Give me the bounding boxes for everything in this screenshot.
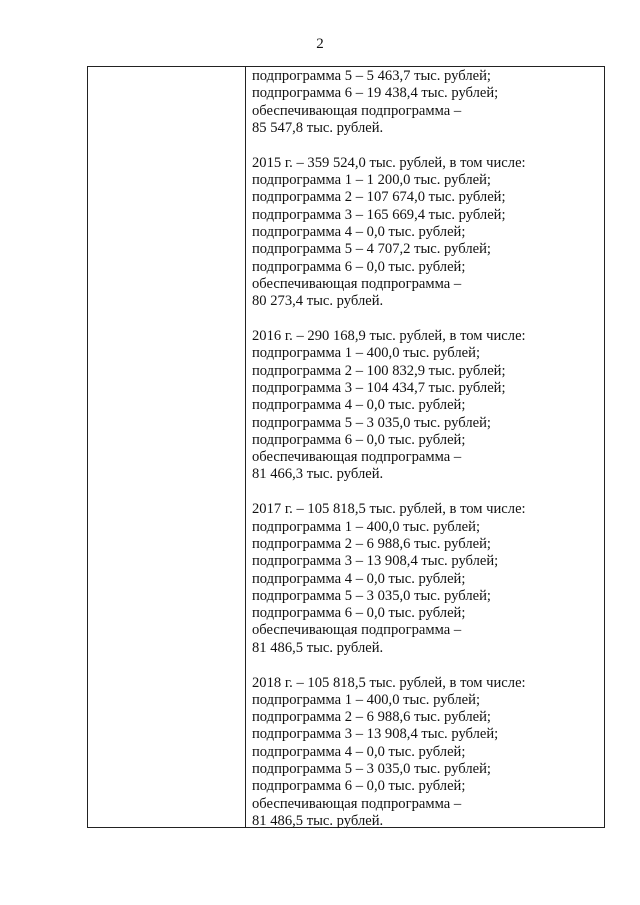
page-number: 2 — [316, 36, 324, 52]
funding-line: обеспечивающая подпрограмма – — [252, 449, 462, 466]
funding-block-year — [252, 328, 600, 484]
funding-line: подпрограмма 2 – 100 832,9 тыс. рублей; — [252, 362, 506, 379]
funding-line: 80 273,4 тыс. рублей. — [252, 293, 384, 310]
funding-details-cell — [252, 68, 600, 830]
funding-line: обеспечивающая подпрограмма – — [252, 102, 462, 119]
funding-line: подпрограмма 6 – 19 438,4 тыс. рублей; — [252, 85, 499, 102]
funding-line: 81 466,3 тыс. рублей. — [252, 466, 384, 483]
funding-block-year — [252, 675, 600, 831]
funding-line: подпрограмма 3 – 104 434,7 тыс. рублей; — [252, 379, 506, 396]
funding-line: подпрограмма 6 – 0,0 тыс. рублей; — [252, 431, 466, 448]
funding-line: подпрограмма 1 – 1 200,0 тыс. рублей; — [252, 172, 491, 189]
funding-line: подпрограмма 2 – 6 988,6 тыс. рублей; — [252, 535, 491, 552]
funding-line: подпрограмма 3 – 13 908,4 тыс. рублей; — [252, 726, 499, 743]
funding-line: подпрограмма 5 – 3 035,0 тыс. рублей; — [252, 587, 491, 604]
funding-line: подпрограмма 3 – 13 908,4 тыс. рублей; — [252, 553, 499, 570]
funding-line: подпрограмма 3 – 165 669,4 тыс. рублей; — [252, 206, 506, 223]
funding-line: подпрограмма 1 – 400,0 тыс. рублей; — [252, 691, 480, 708]
funding-line: подпрограмма 1 – 400,0 тыс. рублей; — [252, 345, 480, 362]
funding-line: 85 547,8 тыс. рублей. — [252, 119, 384, 136]
funding-line: подпрограмма 6 – 0,0 тыс. рублей; — [252, 605, 466, 622]
funding-line: подпрограмма 4 – 0,0 тыс. рублей; — [252, 223, 466, 240]
column-divider — [245, 67, 246, 827]
funding-line: 2018 г. – 105 818,5 тыс. рублей, в том числе: — [252, 674, 526, 691]
funding-line: обеспечивающая подпрограмма – — [252, 622, 462, 639]
funding-line: подпрограмма 5 – 4 707,2 тыс. рублей; — [252, 241, 491, 258]
funding-line: 81 486,5 тыс. рублей. — [252, 639, 384, 656]
funding-line: 2015 г. – 359 524,0 тыс. рублей, в том числе: — [252, 154, 526, 171]
funding-line: 2017 г. – 105 818,5 тыс. рублей, в том числе: — [252, 501, 526, 518]
funding-block-continuation — [252, 68, 600, 137]
funding-line: подпрограмма 6 – 0,0 тыс. рублей; — [252, 778, 466, 795]
funding-line: подпрограмма 2 – 6 988,6 тыс. рублей; — [252, 709, 491, 726]
funding-line: подпрограмма 2 – 107 674,0 тыс. рублей; — [252, 189, 506, 206]
funding-table — [87, 66, 605, 828]
funding-line: подпрограмма 4 – 0,0 тыс. рублей; — [252, 570, 466, 587]
funding-line: 2016 г. – 290 168,9 тыс. рублей, в том числе: — [252, 328, 526, 345]
funding-line: подпрограмма 5 – 3 035,0 тыс. рублей; — [252, 761, 491, 778]
funding-block-year — [252, 501, 600, 657]
funding-line: обеспечивающая подпрограмма – — [252, 795, 462, 812]
funding-line: подпрограмма 5 – 3 035,0 тыс. рублей; — [252, 414, 491, 431]
funding-line: подпрограмма 4 – 0,0 тыс. рублей; — [252, 397, 466, 414]
funding-line: 81 486,5 тыс. рублей. — [252, 812, 384, 829]
funding-block-year — [252, 155, 600, 311]
funding-line: подпрограмма 5 – 5 463,7 тыс. рублей; — [252, 68, 491, 84]
funding-line: подпрограмма 4 – 0,0 тыс. рублей; — [252, 743, 466, 760]
funding-line: подпрограмма 6 – 0,0 тыс. рублей; — [252, 258, 466, 275]
funding-line: обеспечивающая подпрограмма – — [252, 275, 462, 292]
funding-line: подпрограмма 1 – 400,0 тыс. рублей; — [252, 518, 480, 535]
